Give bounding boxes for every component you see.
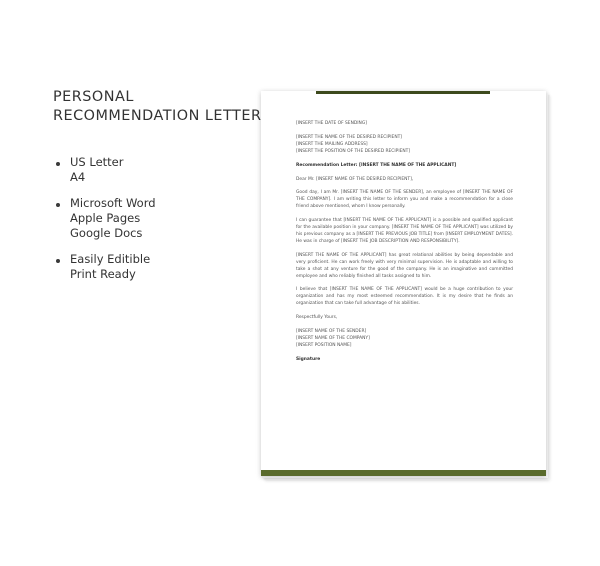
feature-item: Easily Editible: [70, 252, 151, 266]
bullet-icon: [56, 203, 60, 207]
sender-company: [INSERT NAME OF THE COMPANY]: [296, 335, 370, 341]
letter-subject: Recommendation Letter: [INSERT THE NAME OF THE APPLICANT]: [296, 162, 457, 168]
page-title: [53, 88, 262, 126]
product-info: [53, 88, 262, 293]
letter-salutation: Dear Mr. [INSERT NAME OF THE DESIRED RECIPIENT],: [296, 176, 414, 182]
letter-paragraph: I can guarantee that [INSERT THE NAME OF THE APPLICANT] is a possible and qualified applicant for the available position in your company. [INSERT THE NAME OF THE APPLICANT] was utilized by his previous company as a [INSERT THE PREVIOUS JOB TITLE] from [INSERT EMPLOYMENT DATES]. He was in charge of [INSERT THE JOB DESCRIPTION AND RESPONSIBILITY].: [296, 218, 513, 244]
bullet-icon: [56, 259, 60, 263]
feature-item: US Letter: [70, 155, 124, 169]
letter-paragraph: Good day, I am Mr. [INSERT THE NAME OF THE SENDER], an employee of [INSERT THE NAME OF THE COMPANY]. I am writing this letter to inform you and make a recommendation for a close friend above mentioned, whom I know personally.: [296, 190, 513, 210]
letter-page: [261, 91, 546, 476]
sender-name: [INSERT NAME OF THE SENDER]: [296, 329, 367, 335]
recipient-position: [INSERT THE POSITION OF THE DESIRED RECIPIENT]: [296, 148, 411, 154]
feature-item: A4: [70, 170, 86, 184]
feature-item: Print Ready: [70, 267, 136, 281]
bullet-icon: [56, 162, 60, 166]
letter-date: [INSERT THE DATE OF SENDING]: [296, 121, 367, 126]
sender-position: [INSERT POSITION NAME]: [296, 342, 352, 348]
title-line-2: RECOMMENDATION LETTER: [53, 108, 262, 124]
letter-closing: Respectfully Yours,: [296, 315, 338, 321]
top-accent-bar: [316, 91, 490, 94]
letter-body: [296, 121, 513, 371]
letter-paragraph: [INSERT THE NAME OF THE APPLICANT] has great relational abilities by being dependable and very proficient. He can work freely with very minimal supervision. He is adaptable and willing to take a shot at any venture for the good of the company. He is an imaginative and committed employee and who reliably finished all tasks assigned to him.: [296, 252, 513, 279]
sender-block: [296, 329, 513, 350]
recipient-address: [INSERT THE MAILING ADDRESS]: [296, 141, 368, 147]
letter-preview: [261, 91, 546, 476]
bottom-accent-bar: [261, 470, 546, 476]
feature-group-paper-size: [53, 155, 253, 185]
feature-item: Apple Pages: [70, 211, 141, 225]
letter-paragraph: I believe that [INSERT THE NAME OF THE APPLICANT] would be a huge contribution to your organization and has my most esteemed recommendation. It is my desire that he finds an organization that can take full advantage of his abilities.: [296, 287, 513, 307]
feature-item: Google Docs: [70, 226, 143, 240]
feature-item: Microsoft Word: [70, 196, 156, 210]
feature-group-formats: [53, 196, 253, 241]
recipient-block: [296, 135, 513, 156]
recipient-name: [INSERT THE NAME OF THE DESIRED RECIPIENT]: [296, 134, 403, 140]
signature-label: Signature: [296, 356, 321, 362]
feature-group-editing: [53, 252, 253, 282]
title-line-1: PERSONAL: [53, 89, 134, 105]
